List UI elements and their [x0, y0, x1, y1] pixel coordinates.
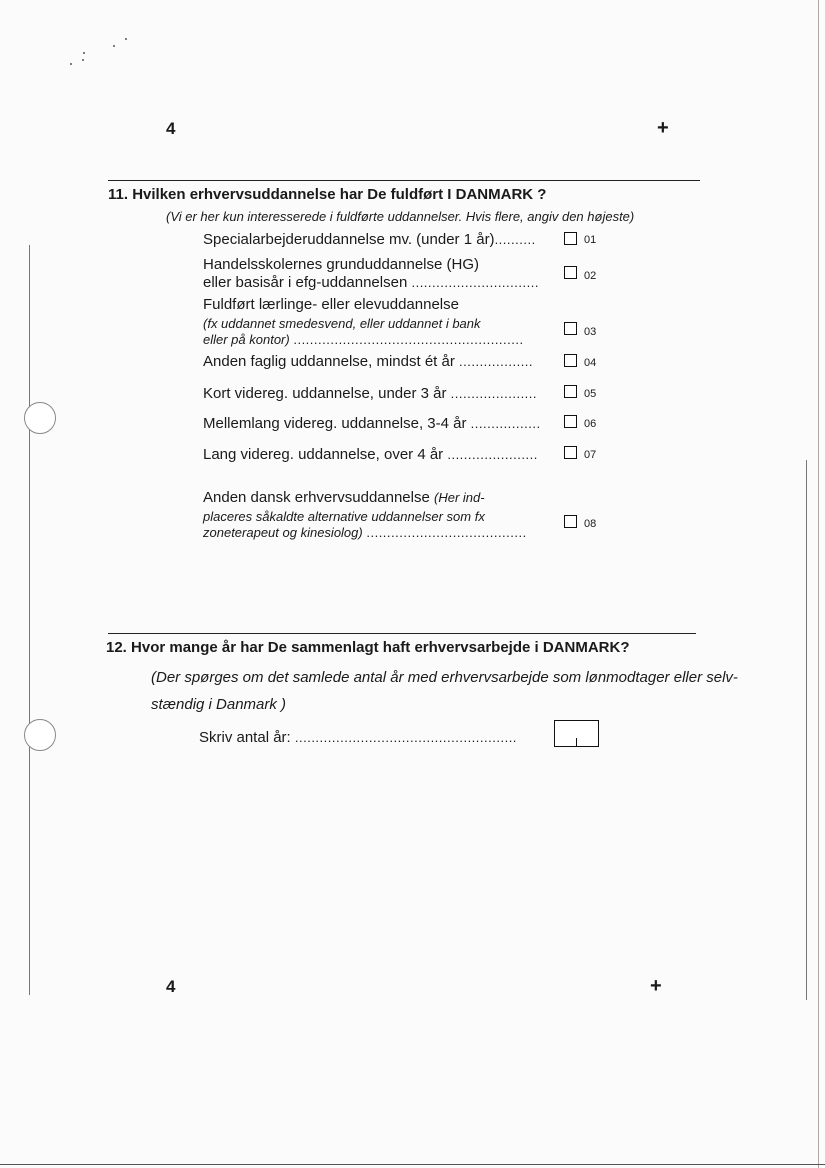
- plus-mark-bottom: +: [650, 975, 662, 997]
- q11-option-03-checkbox[interactable]: [564, 322, 577, 335]
- right-frame-line: [818, 0, 819, 1168]
- page-number-bottom: 4: [166, 977, 176, 996]
- page-number-top: 4: [166, 119, 176, 138]
- q11-option-06-label: Mellemlang videreg. uddannelse, 3-4 år .................: [203, 415, 541, 432]
- q11-option-06-checkbox[interactable]: [564, 415, 577, 428]
- q12-instruction-line1: (Der spørges om det samlede antal år med erhvervsarbejde som lønmodtager eller selv-: [151, 669, 738, 686]
- q11-option-01-code: 01: [584, 234, 597, 246]
- q11-option-01-label: Specialarbejderuddannelse mv. (under 1 år)..........: [203, 231, 536, 248]
- scan-speck: [70, 63, 72, 65]
- q11-option-04-checkbox[interactable]: [564, 354, 577, 367]
- right-edge-line: [806, 460, 807, 1000]
- q11-option-08-checkbox[interactable]: [564, 515, 577, 528]
- answer-box-digit-divider: [576, 738, 577, 746]
- q11-option-02-code: 02: [584, 270, 597, 282]
- years-answer-box[interactable]: [554, 720, 599, 747]
- q11-option-04-code: 04: [584, 357, 597, 369]
- q11-option-03-line1: Fuldført lærlinge- eller elevuddannelse: [203, 296, 459, 313]
- punch-hole: [24, 402, 56, 434]
- plus-mark-top: +: [657, 117, 669, 139]
- q11-option-05-code: 05: [584, 388, 597, 400]
- q12-divider: [108, 633, 696, 634]
- q11-option-05-checkbox[interactable]: [564, 385, 577, 398]
- q11-option-02-checkbox[interactable]: [564, 266, 577, 279]
- left-margin-line: [29, 245, 30, 995]
- q11-option-01-checkbox[interactable]: [564, 232, 577, 245]
- q11-option-08-italic2: zoneterapeut og kinesiolog) .......................................: [203, 525, 527, 540]
- q12-instruction-line2: stændig i Danmark ): [151, 696, 287, 713]
- q11-option-02-line1: Handelsskolernes grunduddannelse (HG): [203, 256, 479, 273]
- q11-instruction: (Vi er her kun interesserede i fuldførte uddannelser. Hvis flere, angiv den højeste): [166, 209, 635, 224]
- scan-speck: [82, 59, 84, 61]
- q11-option-07-checkbox[interactable]: [564, 446, 577, 459]
- q11-option-03-italic2: eller på kontor) ........................................................: [203, 332, 524, 347]
- q12-answer-label: Skriv antal år: ......................................................: [199, 729, 517, 746]
- q11-title: 11. Hvilken erhvervsuddannelse har De fuldført I DANMARK ?: [108, 186, 547, 203]
- q11-option-03-code: 03: [584, 326, 597, 338]
- q11-option-08-code: 08: [584, 518, 597, 530]
- q11-option-06-code: 06: [584, 418, 597, 430]
- q11-divider: [108, 180, 700, 181]
- q11-option-07-label: Lang videreg. uddannelse, over 4 år ......................: [203, 446, 538, 463]
- punch-hole: [24, 719, 56, 751]
- q11-option-04-label: Anden faglig uddannelse, mindst ét år ..................: [203, 353, 534, 370]
- scan-speck: [83, 52, 85, 54]
- scan-speck: [113, 45, 115, 47]
- scan-speck: [125, 38, 127, 40]
- q11-option-08-line1: Anden dansk erhvervsuddannelse (Her ind-: [203, 489, 485, 506]
- bottom-frame-line: [0, 1164, 825, 1165]
- q12-title: 12. Hvor mange år har De sammenlagt haft erhvervsarbejde i DANMARK?: [106, 639, 630, 656]
- q11-option-02-line2: eller basisår i efg-uddannelsen ...............................: [203, 274, 539, 291]
- q11-option-03-italic1: (fx uddannet smedesvend, eller uddannet i bank: [203, 316, 481, 331]
- q11-option-08-italic1: placeres såkaldte alternative uddannelser som fx: [203, 509, 485, 524]
- q11-option-07-code: 07: [584, 449, 597, 461]
- q11-option-05-label: Kort videreg. uddannelse, under 3 år .....................: [203, 385, 538, 402]
